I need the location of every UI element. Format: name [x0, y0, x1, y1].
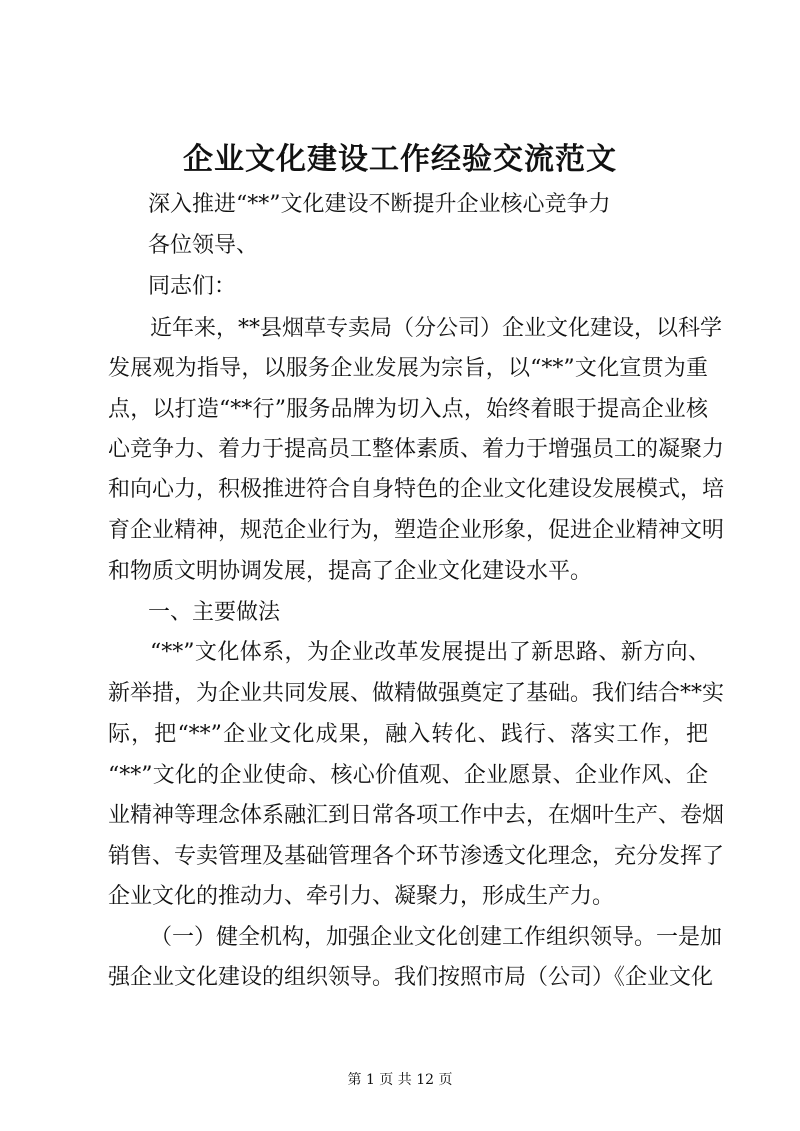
body-text-line: 企业文化的推动力、牵引力、凝聚力，形成生产力。: [108, 884, 615, 909]
body-text-line: 业精神等理念体系融汇到日常各项工作中去，在烟叶生产、卷烟: [108, 803, 725, 828]
body-text-line: 近年来，**县烟草专卖局（分公司）企业文化建设，以科学: [150, 316, 723, 341]
body-text-line: 发展观为指导，以服务企业发展为宗旨，以“**”文化宣贯为重: [108, 356, 708, 381]
salutation-line: 同志们：: [148, 274, 237, 299]
body-text-line: 和向心力，积极推进符合自身特色的企业文化建设发展模式，培: [108, 477, 725, 502]
body-text-line: 育企业精神，规范企业行为，塑造企业形象，促进企业精神文明: [108, 518, 725, 543]
body-text-line: 心竞争力、着力于提高员工整体素质、着力于增强员工的凝聚力: [108, 437, 725, 462]
body-text-line: 际，把“**”企业文化成果，融入转化、践行、落实工作，把: [108, 722, 708, 747]
section-heading: 一、主要做法: [148, 600, 281, 625]
body-text-line: “**”文化的企业使命、核心价值观、企业愿景、企业作风、企: [108, 763, 708, 788]
document-subtitle: 深入推进“**”文化建设不断提升企业核心竞争力: [148, 192, 611, 217]
body-text-line: 新举措，为企业共同发展、做精做强奠定了基础。我们结合**实: [108, 681, 725, 706]
document-title: 企业文化建设工作经验交流范文: [183, 142, 617, 177]
body-text-line: 点，以打造“**行”服务品牌为切入点，始终着眼于提高企业核: [108, 397, 708, 422]
salutation-line: 各位领导、: [148, 233, 259, 258]
page-number: 第 1 页 共 12 页: [347, 1072, 453, 1088]
body-text-line: “**”文化体系，为企业改革发展提出了新思路、新方向、: [150, 640, 710, 665]
body-text-line: 强企业文化建设的组织领导。我们按照市局（公司）《企业文化: [108, 965, 714, 990]
body-text-line: 销售、专卖管理及基础管理各个环节渗透文化理念，充分发挥了: [108, 844, 725, 869]
body-text-line: 和物质文明协调发展，提高了企业文化建设水平。: [108, 559, 593, 584]
body-text-line: （一）健全机构，加强企业文化创建工作组织领导。一是加: [150, 925, 723, 950]
